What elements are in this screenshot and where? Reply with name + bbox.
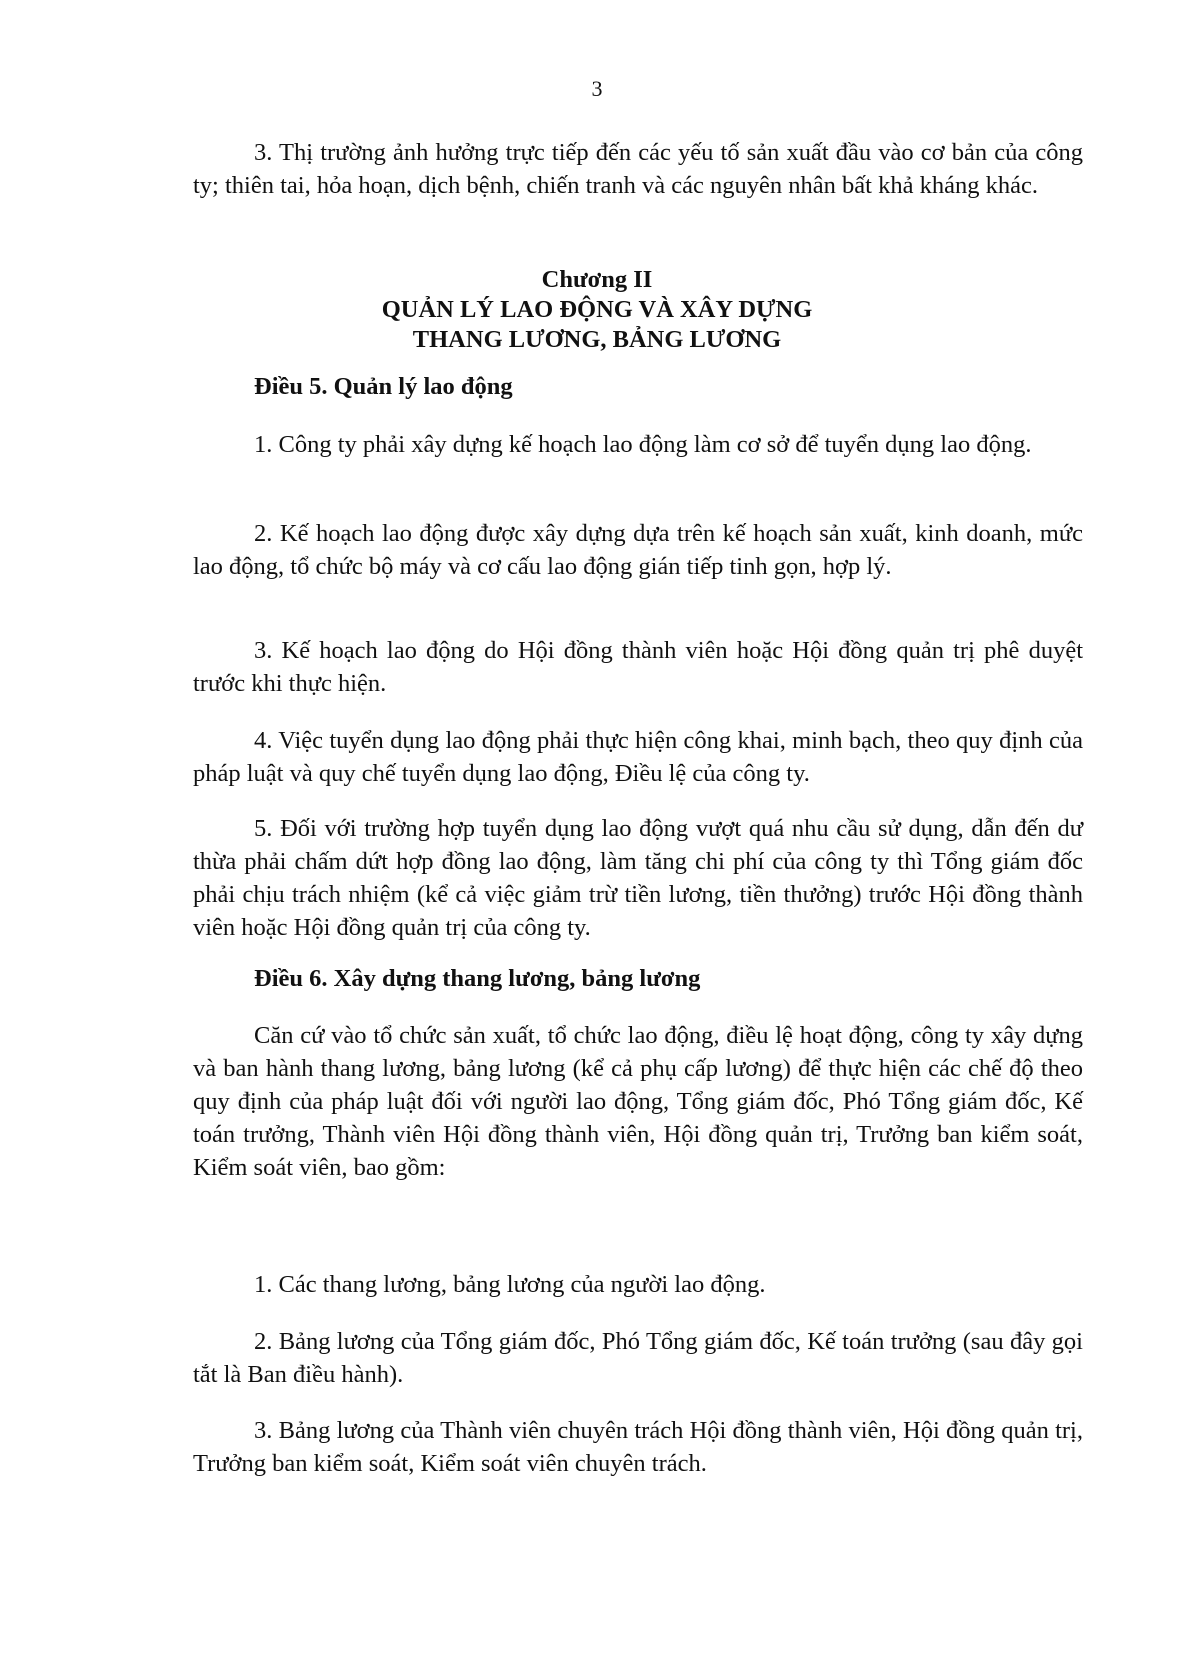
article5-item: 4. Việc tuyển dụng lao động phải thực hiện công khai, minh bạch, theo quy định của pháp luật và quy chế tuyển dụng lao động, Điều lệ của công ty. <box>193 727 1083 787</box>
chapter-title-line2: THANG LƯƠNG, BẢNG LƯƠNG <box>412 326 782 353</box>
article6-heading: Điều 6. Xây dựng thang lương, bảng lương <box>254 965 701 992</box>
page-number: 3 <box>591 76 603 101</box>
chapter-label: Chương II <box>541 266 653 293</box>
article6-intro: Căn cứ vào tổ chức sản xuất, tổ chức lao động, điều lệ hoạt động, công ty xây dựng và ban hành thang lương, bảng lương (kể cả phụ cấp lương) để thực hiện các chế độ theo quy định của pháp luật đối với người lao động, Tổng giám đốc, Phó Tổng giám đốc, Kế toán trưởng, Thành viên Hội đồng thành viên, Hội đồng quản trị, Trưởng ban kiểm soát, Kiểm soát viên, bao gồm: <box>193 1022 1083 1181</box>
article5-heading: Điều 5. Quản lý lao động <box>254 373 513 400</box>
article6-item: 2. Bảng lương của Tổng giám đốc, Phó Tổng giám đốc, Kế toán trưởng (sau đây gọi tắt là Ban điều hành). <box>193 1328 1083 1388</box>
article5-item: 1. Công ty phải xây dựng kế hoạch lao động làm cơ sở để tuyển dụng lao động. <box>254 431 1032 458</box>
article6-item: 3. Bảng lương của Thành viên chuyên trách Hội đồng thành viên, Hội đồng quản trị, Trưởng ban kiểm soát, Kiểm soát viên chuyên trách. <box>193 1417 1083 1477</box>
article5-item: 5. Đối với trường hợp tuyển dụng lao động vượt quá nhu cầu sử dụng, dẫn đến dư thừa phải chấm dứt hợp đồng lao động, làm tăng chi phí của công ty thì Tổng giám đốc phải chịu trách nhiệm (kể cả việc giảm trừ tiền lương, tiền thưởng) trước Hội đồng thành viên hoặc Hội đồng quản trị của công ty. <box>193 815 1083 941</box>
intro-item: 3. Thị trường ảnh hưởng trực tiếp đến các yếu tố sản xuất đầu vào cơ bản của công ty; thiên tai, hỏa hoạn, dịch bệnh, chiến tranh và các nguyên nhân bất khả kháng khác. <box>193 139 1083 199</box>
chapter-title-line1: QUẢN LÝ LAO ĐỘNG VÀ XÂY DỰNG <box>381 296 813 323</box>
article6-item: 1. Các thang lương, bảng lương của người lao động. <box>254 1271 766 1298</box>
article5-item: 3. Kế hoạch lao động do Hội đồng thành viên hoặc Hội đồng quản trị phê duyệt trước khi thực hiện. <box>193 637 1083 697</box>
article5-item: 2. Kế hoạch lao động được xây dựng dựa trên kế hoạch sản xuất, kinh doanh, mức lao động, tổ chức bộ máy và cơ cấu lao động gián tiếp tinh gọn, hợp lý. <box>193 520 1083 580</box>
